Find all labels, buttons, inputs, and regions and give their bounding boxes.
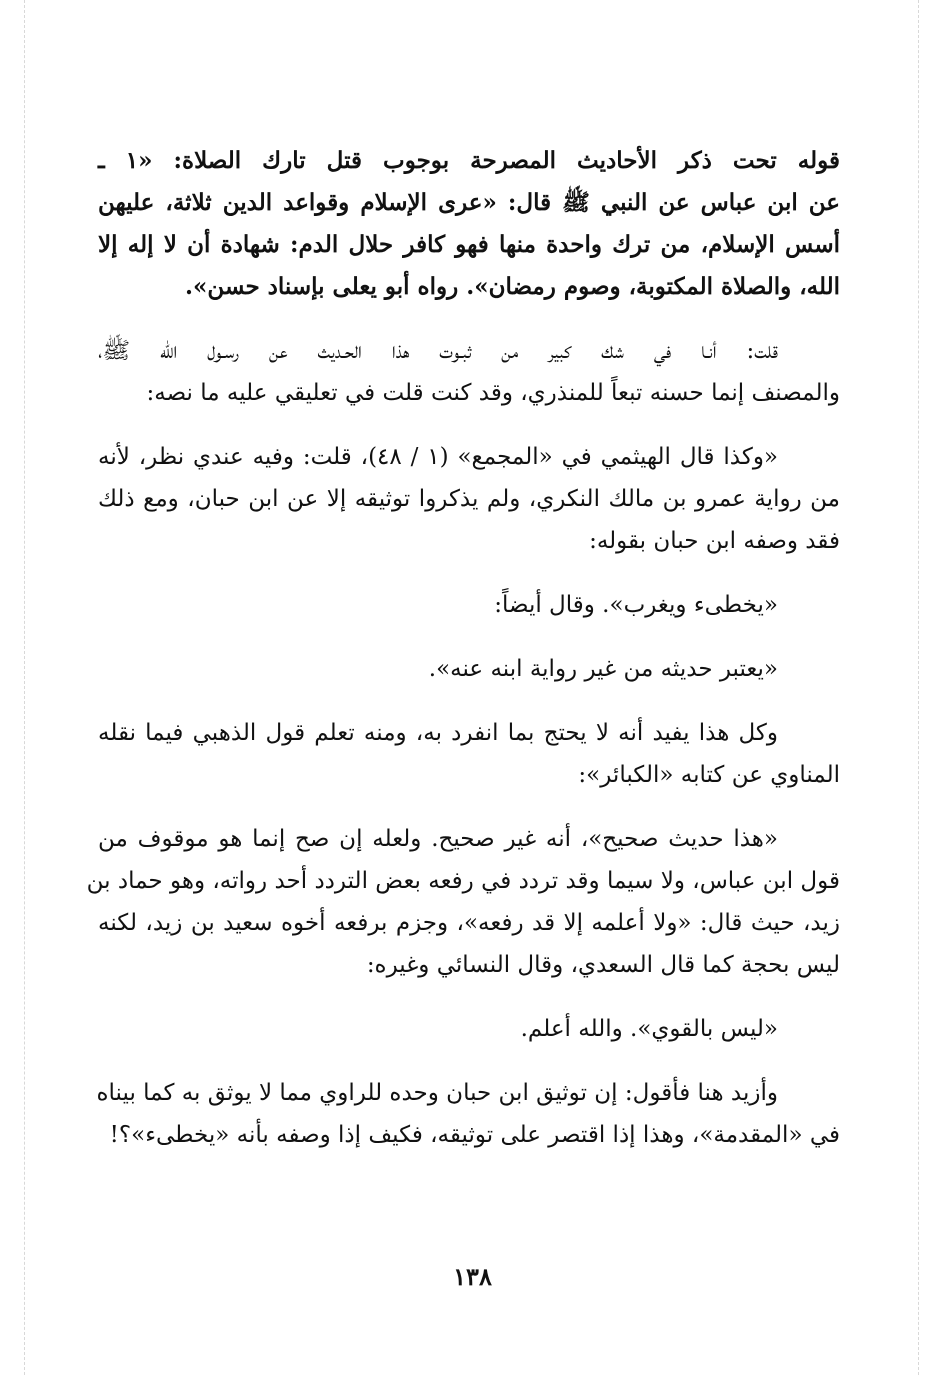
- text-line: عن ابن عباس عن النبي ﷺ قال: «عرى الإسلام وقواعد الدين ثلاثة، عليهن: [98, 189, 840, 216]
- text-line: قوله تحت ذكر الأحاديث المصرحة بوجوب قتل تارك الصلاة: «١ ـ: [98, 147, 841, 174]
- text-line: قول ابن عباس، ولا سيما وقد تردد في رفعه بعض التردد أحد رواته، وهو حماد بن: [86, 868, 840, 894]
- paragraph-p3: [98, 436, 840, 562]
- text-line: قلت: أنـا في شك كبير من ثبـوت هذا الحـديث عن رسـول الله ﷺ،: [98, 338, 778, 364]
- paragraph-p6: [98, 1072, 840, 1156]
- paragraph-q1: [98, 584, 840, 626]
- scan-edge-right: [918, 0, 919, 1375]
- paragraph-intro: [98, 140, 840, 308]
- scan-edge-left: [24, 0, 25, 1375]
- text-line: الله، والصلاة المكتوبة، وصوم رمضان». رواه أبو يعلى بإسناد حسن».: [185, 273, 840, 300]
- text-line: فقد وصفه ابن حبان بقوله:: [589, 528, 840, 554]
- text-line: أسس الإسلام، من ترك واحدة منها فهو كافر حلال الدم: شهادة أن لا إله إلا: [98, 231, 840, 258]
- text-line: المناوي عن كتابه «الكبائر»:: [578, 762, 840, 788]
- text-line: والمصنف إنما حسنه تبعاً للمنذري، وقد كنت قلت في تعليقي عليه ما نصه:: [146, 380, 840, 406]
- paragraph-p2: [98, 330, 840, 414]
- text-line: في «المقدمة»، وهذا إذا اقتصر على توثيقه، فكيف إذا وصفه بأنه «يخطىء»؟!: [109, 1122, 840, 1148]
- text-line: «هذا حديث صحيح»، أنه غير صحيح. ولعله إن صح إنما هو موقوف من: [98, 826, 778, 852]
- paragraph-q3: [98, 1008, 840, 1050]
- paragraph-q2: [98, 648, 840, 690]
- text-line: زيد، حيث قال: «ولا أعلمه إلا قد رفعه»، وجزم برفعه أخوه سعيد بن زيد، لكنه: [98, 910, 840, 936]
- page-number: ١٣٨: [453, 1262, 492, 1291]
- text-line: من رواية عمرو بن مالك النكري، ولم يذكروا توثيقه إلا عن ابن حبان، ومع ذلك: [98, 486, 840, 512]
- text-line: وكل هذا يفيد أنه لا يحتج بما انفرد به، ومنه تعلم قول الذهبي فيما نقله: [98, 720, 778, 746]
- paragraph-p4: [98, 712, 840, 796]
- text-line: «وكذا قال الهيثمي في «المجمع» (١ / ٤٨)، قلت: وفيه عندي نظر، لأنه: [98, 444, 778, 470]
- text-line: «يعتبر حديثه من غير رواية ابنه عنه».: [428, 656, 778, 682]
- text-line: «يخطىء ويغرب». وقال أيضاً:: [494, 592, 778, 618]
- page-body: [86, 140, 841, 1178]
- text-line: «ليس بالقوي». والله أعلم.: [520, 1016, 778, 1042]
- text-line: وأزيد هنا فأقول: إن توثيق ابن حبان وحده للراوي مما لا يوثق به كما بيناه: [96, 1080, 778, 1106]
- paragraph-p5: [86, 818, 840, 986]
- text-line: ليس بحجة كما قال السعدي، وقال النسائي وغيره:: [366, 952, 840, 978]
